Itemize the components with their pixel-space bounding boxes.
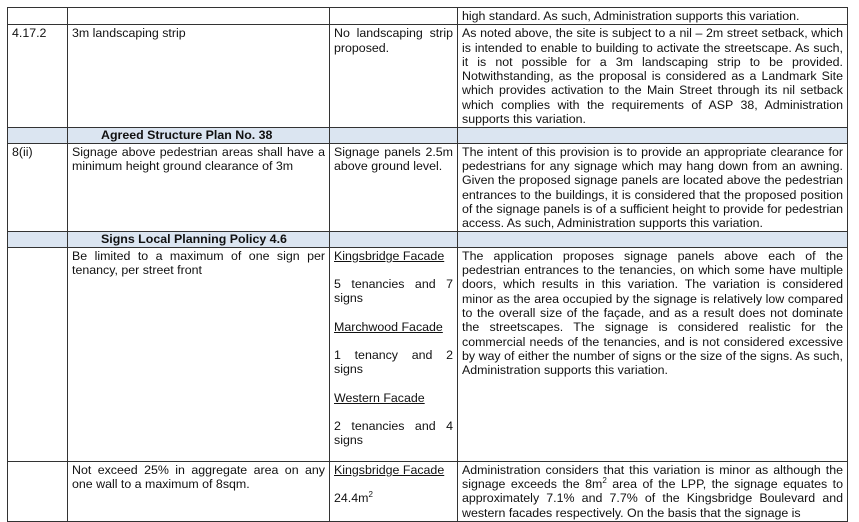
table-row (8, 247, 848, 461)
proposal-cell: No landscaping strip proposed. (330, 25, 458, 128)
comment-cell: As noted above, the site is subject to a nil – 2m street setback, which is intended to enable to building to activate the streetscape. As such, it is not possible for a 3m landscaping strip to be provided. Notwithstanding, as the proposal is considered as a Landmark Site which provides activation to the Main Street through its nil setback which complies with the requirements of ASP 38, Administration supports this variation. (458, 25, 848, 128)
section-title: Signs Local Planning Policy 4.6 (68, 232, 330, 247)
requirement-cell: Be limited to a maximum of one sign per tenancy, per street front (68, 247, 330, 461)
facade-heading: Kingsbridge Facade (334, 248, 445, 263)
facade-heading: Kingsbridge Facade (334, 462, 445, 477)
section-header-row (8, 232, 848, 247)
comment-cell: The intent of this provision is to provide an appropriate clearance for pedestrians for any signage which may hang down from an awning. Given the proposed signage panels are located above the pedestrian entrances to the buildings, it is considered that the proposed position of the signage panels is of a sufficient height to provide for pedestrian access. As such, Administration supports this variation. (458, 143, 848, 232)
clause-number: 8(ii) (8, 143, 68, 232)
table-row (8, 461, 848, 521)
requirement-cell: Not exceed 25% in aggregate area on any one wall to a maximum of 8sqm. (68, 461, 330, 521)
table-row (8, 8, 848, 25)
facade-detail: 1 tenancy and 2 signs (334, 347, 453, 377)
facade-heading: Western Facade (334, 390, 425, 405)
comment-cell: Administration considers that this variation is minor as although the signage exceeds the $8m^2$ area of the LPP, the signage equates to approximately 7.1% and 7.7% of the Kingsbridge Boulevard and western facades respectively. On the basis that the signage is (458, 461, 848, 521)
planning-variations-table (7, 7, 848, 522)
requirement-cell: 3m landscaping strip (68, 25, 330, 128)
facade-detail: 5 tenancies and 7 signs (334, 277, 453, 306)
section-header-row (8, 128, 848, 143)
proposal-cell (330, 461, 458, 521)
requirement-cell: Signage above pedestrian areas shall have a minimum height ground clearance of 3m (68, 143, 330, 232)
area-value: $24.4m^2$ (334, 489, 373, 506)
proposal-cell: Signage panels 2.5m above ground level. (330, 143, 458, 232)
clause-number: 4.17.2 (8, 25, 68, 128)
section-title: Agreed Structure Plan No. 38 (68, 128, 330, 143)
facade-heading: Marchwood Facade (334, 319, 443, 334)
table-row (8, 25, 848, 128)
table-row (8, 143, 848, 232)
proposal-cell (330, 247, 458, 461)
facade-detail: 2 tenancies and 4 signs (334, 418, 453, 448)
comment-cell: high standard. As such, Administration supports this variation. (458, 8, 848, 25)
comment-cell: The application proposes signage panels above each of the pedestrian entrances to the tenancies, on which some have multiple doors, which results in this variation. The variation is considered minor as the area occupied by the signage is relatively low compared to the overall size of the façade, and as a result does not dominate the streetscapes. The signage is considered realistic for the commercial needs of the tenancies, and is not considered excessive by way of either the number of signs or the size of the signs. As such, Administration supports this variation. (458, 247, 848, 461)
